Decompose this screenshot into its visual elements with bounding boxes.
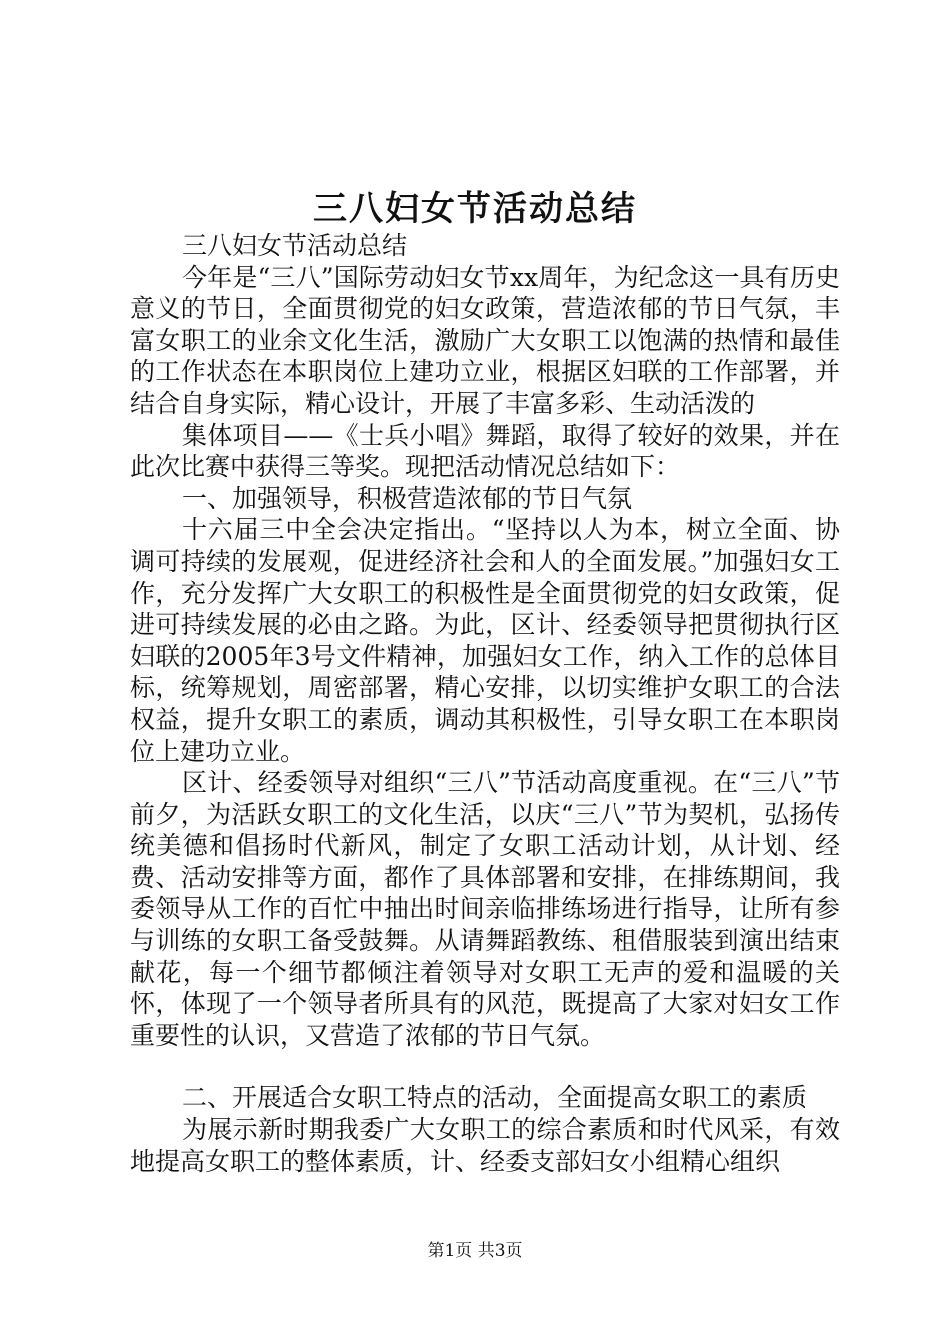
section-heading-1: 一、加强领导，积极营造浓郁的节日气氛 — [182, 483, 633, 513]
paragraph-intro: 今年是“三八”国际劳动妇女节xx周年，为纪念这一具有历史意义的节日，全面贯彻党的妇女政策，营造浓郁的节日气氛，丰富女职工的业余文化生活，激励广大女职工以饱满的热情和最佳的工作状态在本职岗位上建功立业，根据区妇联的工作部署，并结合自身实际，精心设计，开展了丰富多彩、生动活泼的 — [130, 262, 840, 418]
document-body — [130, 230, 840, 1177]
paragraph-section-2-a: 为展示新时期我委广大女职工的综合素质和时代风采，有效地提高女职工的整体素质，计、经委支部妇女小组精心组织 — [130, 1115, 840, 1176]
document-title: 三八妇女节活动总结 — [313, 189, 637, 229]
page-number-footer: 第1页 共3页 — [427, 1241, 523, 1261]
paragraph-section-1-a: 十六届三中全会决定指出。“坚持以人为本，树立全面、协调可持续的发展观，促进经济社会和人的全面发展。”加强妇女工作，充分发挥广大女职工的积极性是全面贯彻党的妇女政策，促进可持续发展的必由之路。为此，区计、经委领导把贯彻执行区妇联的2005年3号文件精神，加强妇女工作，纳入工作的总体目标，统筹规划，周密部署，精心安排，以切实维护女职工的合法权益，提升女职工的素质，调动其积极性，引导女职工在本职岗位上建功立业。 — [130, 515, 840, 766]
paragraph-spacer — [130, 1051, 840, 1082]
paragraph-section-1-b: 区计、经委领导对组织“三八”节活动高度重视。在“三八”节前夕，为活跃女职工的文化生活，以庆“三八”节为契机，弘扬传统美德和倡扬时代新风，制定了女职工活动计划，从计划、经费、活动安排等方面，都作了具体部署和安排，在排练期间，我委领导从工作的百忙中抽出时间亲临排练场进行指导，让所有参与训练的女职工备受鼓舞。从请舞蹈教练、租借服装到演出结束献花，每一个细节都倾注着领导对女职工无声的爱和温暖的关怀，体现了一个领导者所具有的风范，既提高了大家对妇女工作重要性的认识，又营造了浓郁的节日气氛。 — [130, 768, 840, 1050]
section-heading-2: 二、开展适合女职工特点的活动，全面提高女职工的素质 — [182, 1083, 808, 1113]
paragraph-subtitle: 三八妇女节活动总结 — [182, 231, 408, 260]
paragraph-project: 集体项目——《士兵小唱》舞蹈，取得了较好的效果，并在此次比赛中获得三等奖。现把活动情况总结如下： — [130, 420, 840, 482]
